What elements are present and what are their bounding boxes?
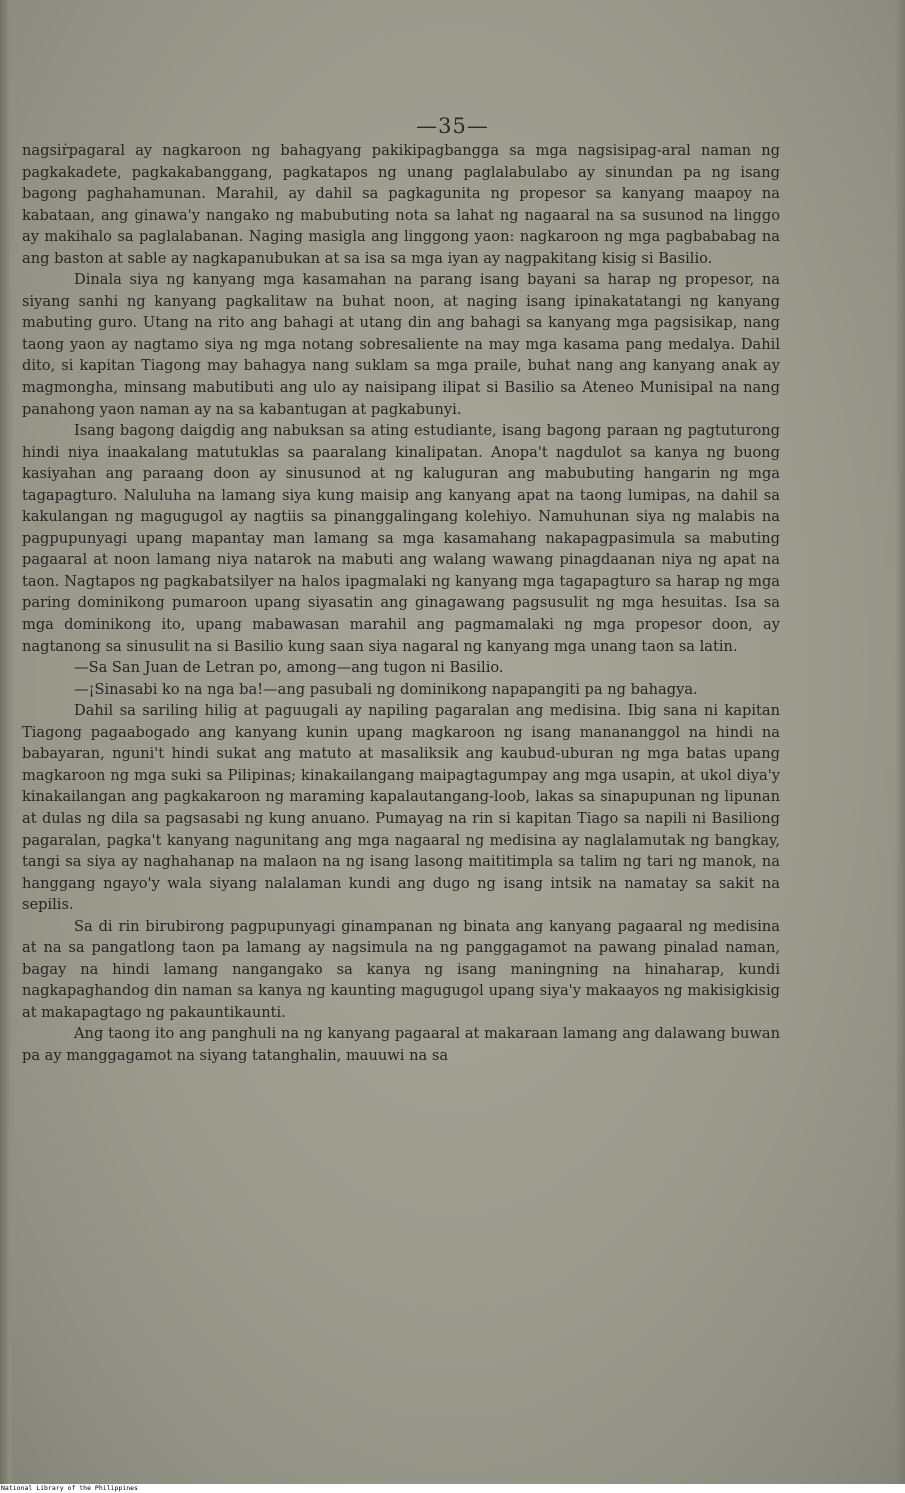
footer-credit: National Library of the Philippines: [1, 1484, 138, 1492]
page-right-edge-shadow: [895, 0, 905, 1484]
paragraph-7: Sa di rin birubirong pagpupunyagi ginampanan ng binata ang kanyang pagaaral ng medisina at na sa pangatlong taon pa lamang ay nagsimula na ng panggagamot na pawang pinalad naman, bagay na hindi lamang nangangako sa kanya ng isang maningning na hinaharap, kundi nagkapaghandog din naman sa kanya ng kaunting magugugol upang siya'y makaayos ng makisigkisig at makapagtago ng pakauntikaunti.: [22, 917, 780, 1021]
paragraph-3: Isang bagong daigdig ang nabuksan sa ating estudiante, isang bagong paraan ng pagtuturong hindi niya inaakalang matutuklas sa paaralang kinalipatan. Anopa't nagdulot sa kanya ng buong kasiyahan ang paraang doon ay sinusunod at ng kaluguran ang mabubuting hangarin ng mga tagapagturo. Naluluha na lamang siya kung maisip ang kanyang apat na taong lumipas, na dahil sa kakulangan ng magugugol ay nagtiis sa pinanggalingang kolehiyo. Namuhunan siya ng malabis na pagpupunyagi upang mapantay man lamang sa mga kasamahang nakapagpasimula sa mabuting pagaaral at noon lamang niya natarok na mabuti ang walang wawang pinagdaanan niya ng apat na taon. Nagtapos ng pagkabatsilyer na halos ipagmalaki ng kanyang mga tagapagturo sa harap ng mga paring dominikong pumaroon upang siyasatin ang ginagawang pagsusulit ng mga hesuitas. Isa sa mga dominikong ito, upang mabawasan marahil ang pagmamalaki ng mga propesor doon, ay nagtanong sa sinusulit na si Basilio kung saan siya nagaral ng kanyang mga unang taon sa latin.: [22, 422, 780, 655]
page-number: —35—: [416, 114, 489, 138]
paragraph-2: Dinala siya ng kanyang mga kasamahan na parang isang bayani sa harap ng propesor, na siyang sanhi ng kanyang pagkalitaw na buhat noon, at naging isang ipinakatatangi ng kanyang mabuting guro. Utang na rito ang bahagi at utang din ang bahagi sa kanyang mga pagsisikap, nang taong yaon ay nagtamo siya ng mga notang sobresaliente na may mga kasama pang medalya. Dahil dito, si kapitan Tiagong may bahagya nang suklam sa mga praile, buhat nang ang kanyang anak ay magmongha, minsang mabutibuti ang ulo ay naisipang ilipat si Basilio sa Ateneo Munisipal na nang panahong yaon naman ay na sa kabantugan at pagkabunyi.: [22, 271, 780, 418]
paragraph-1: nagsiṙpagaral ay nagkaroon ng bahagyang pakikipagbangga sa mga nagsisipag-aral naman ng pagkakadete, pagkakabanggang, pagkatapos ng unang paglalabulabo ay sinundan pa ng isang bagong paghahamunan. Marahil, ay dahil sa pagkagunita ng propesor sa kanyang maapoy na kabataan, ang ginawa'y nangako ng mabubuting nota sa lahat ng nagaaral na sa susunod na linggo ay makihalo sa paglalabanan. Naging masigla ang linggong yaon: nagkaroon ng mga pagbababag na ang baston at sable ay nagkapanubukan at sa isa sa mga iyan ay nagpakitang kisig si Basilio.: [22, 142, 780, 267]
body-text: [22, 140, 780, 1067]
paragraph-4: —Sa San Juan de Letran po, among—ang tugon ni Basilio.: [74, 659, 504, 677]
page-left-edge-shadow: [0, 0, 14, 1484]
paragraph-6: Dahil sa sariling hilig at paguugali ay napiling pagaralan ang medisina. Ibig sana ni kapitan Tiagong pagaabogado ang kanyang kunin upang magkaroon ng isang manananggol na hindi na babayaran, nguni't hindi sukat ang matuto at masaliksik ang kaubud-uburan ng mga batas upang magkaroon ng mga suki sa Pilipinas; kinakailangang maipagtagumpay ang mga usapin, at ukol diya'y kinakailangan ang pagkakaroon ng maraming kapalautangang-loob, lakas sa sinapupunan ng lipunan at dulas ng dila sa pagsasabi ng kung anuano. Pumayag na rin si kapitan Tiago sa napili ni Basiliong pagaralan, pagka't kanyang nagunitang ang mga nagaaral ng medisina ay naglalamutak ng bangkay, tangi sa siya ay naghahanap na malaon na ng isang lasong maititimpla sa talim ng tari ng manok, na hanggang ngayo'y wala siyang nalalaman kundi ang dugo ng isang intsik na namatay sa sakit na sepilis.: [22, 702, 780, 914]
footer-bar: [0, 1484, 905, 1493]
paragraph-8: Ang taong ito ang panghuli na ng kanyang pagaaral at makaraan lamang ang dalawang buwan pa ay manggagamot na siyang tatanghalin, mauuwi na sa: [22, 1025, 780, 1064]
paragraph-5: —¡Sinasabi ko na nga ba!—ang pasubali ng dominikong napapangiti pa ng bahagya.: [74, 680, 698, 698]
